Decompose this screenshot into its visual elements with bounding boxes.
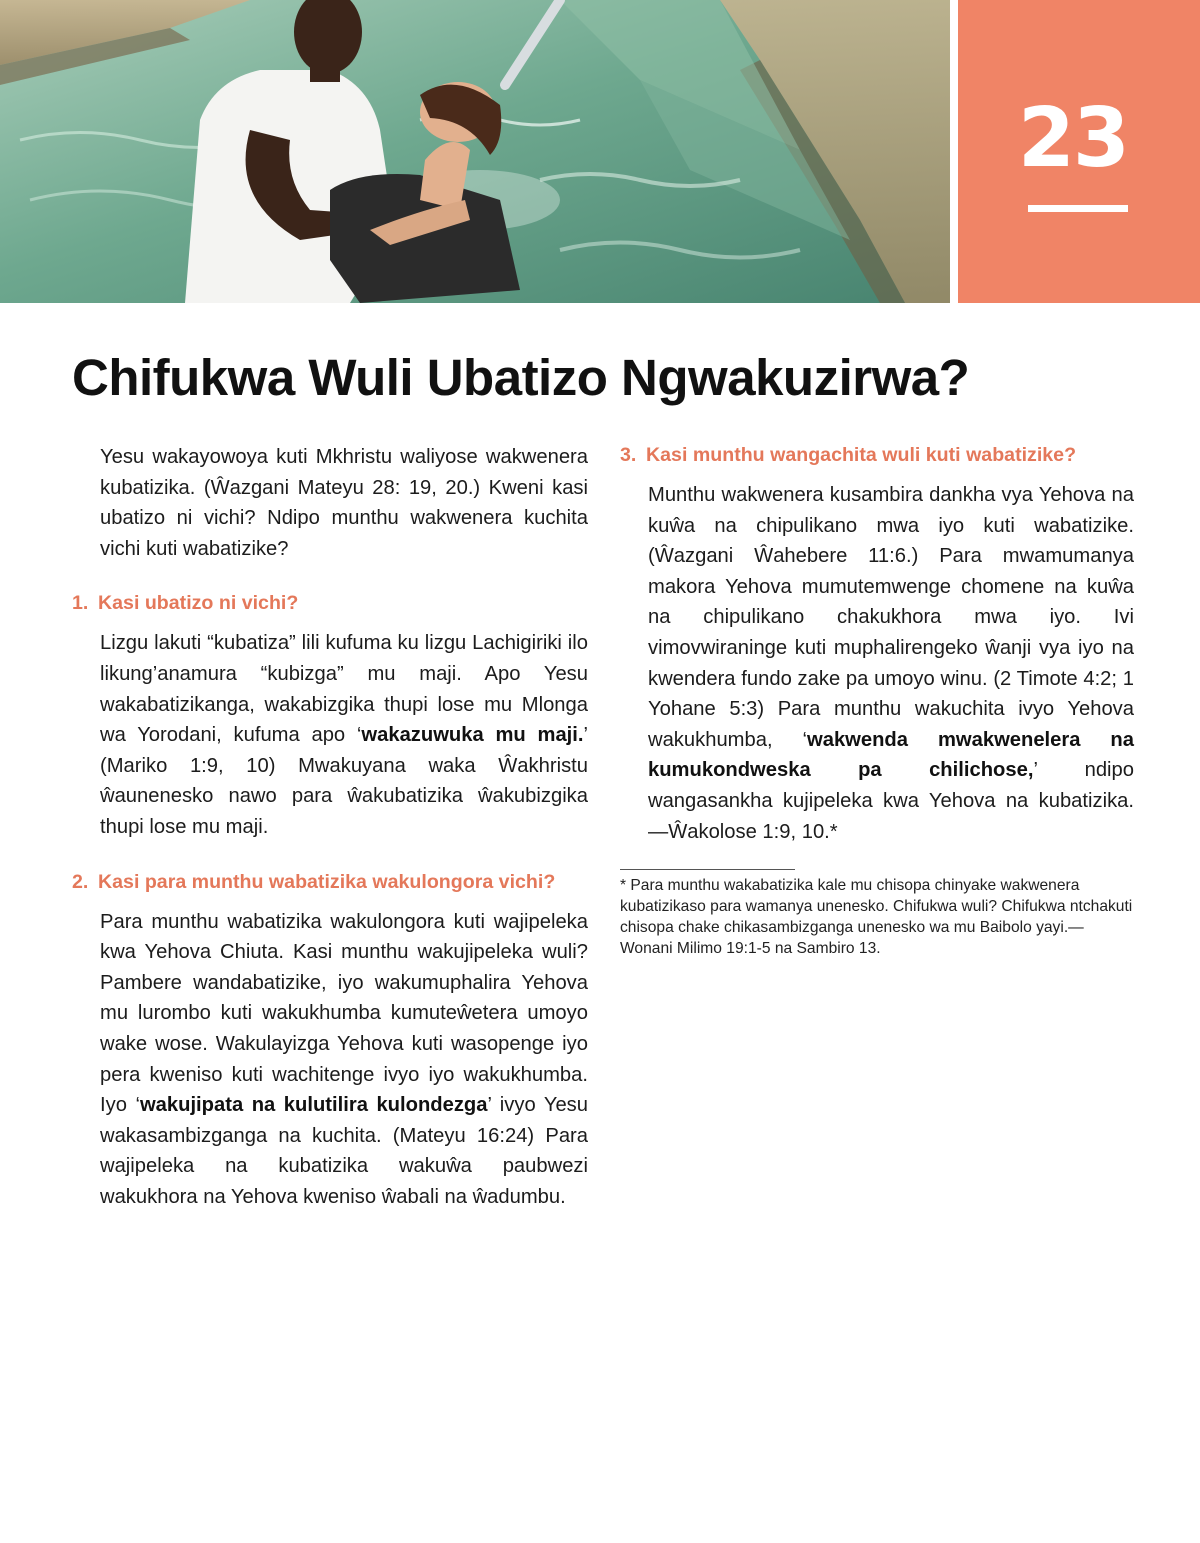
- question-3-number: 3.: [620, 444, 637, 466]
- answer-3-text: Munthu wakwenera kusambira dankha vya Yehova na kuŵa na chipulikano mwa iyo kuti wabatizike. (Ŵazgani Ŵahebere 11:6.) Para mwamumanya makora Yehova mumutemwenge chomene na kuŵa na chipulikano chakukhora mwa iyo. Ivi vimovwiraninge kuti muphalirengeko ŵanji vya iyo na kwendera fundo zake pa umoyo winu. (2 Timote 4:2; 1 Yohane 5:3) Para munthu wakuchita ivyo Yehova wakukhumba, ‘: [648, 484, 1134, 751]
- answer-1-bold: wakazuwuka mu maji.: [361, 724, 584, 747]
- question-2-text: Kasi para munthu wabatizika wakulongora vichi?: [98, 870, 556, 893]
- page-title: Chifukwa Wuli Ubatizo Ngwakuzirwa?: [72, 349, 970, 406]
- baptism-photo: [0, 0, 950, 303]
- answer-3-text-end: ’ ndipo wangasankha kujipeleka kwa Yehova na kubatizika. —Ŵakolose 1:9, 10.*: [648, 759, 1134, 843]
- footnote: * Para munthu wakabatizika kale mu chisopa chinyake wakwenera kubatizikaso para wamanya unenesko. Chifukwa wuli? Chifukwa ntchakuti chisopa chake chikasambizganga unenesko wa mu Baibolo yayi.—Wonani Milimo 19:1-5 na Sambiro 13.: [620, 877, 1133, 957]
- answer-2: [72, 907, 588, 1213]
- answer-1-text-end: ’ (Mariko 1:9, 10) Mwakuyana waka Ŵakhristu ŵaunenesko nawo para ŵakubatizika ŵakubizgika thupi lose mu maji.: [100, 724, 588, 838]
- question-2: [72, 869, 588, 895]
- answer-2-bold: wakujipata na kulutilira kulondezga: [139, 1094, 488, 1117]
- lesson-number-panel: [958, 0, 1200, 303]
- answer-1-text: Lizgu lakuti “kubatiza” lili kufuma ku lizgu Lachigiriki ilo likung’anamura “kubizga” mu maji. Apo Yesu wakabatizikanga, wakabizgika thupi lose mu Mlonga wa Yorodani, kufuma apo ‘: [100, 632, 588, 747]
- answer-3: [620, 480, 1134, 847]
- answer-2-text-end: ’ ivyo Yesu wakasambizganga na kuchita. (Mateyu 16:24) Para wajipeleka na kubatizika wakuŵa paubwezi wakukhora na Yehova kweniso ŵabali na ŵadumbu.: [100, 1094, 588, 1208]
- right-column: [620, 442, 1134, 959]
- answer-2-text: Para munthu wabatizika wakulongora kuti wajipeleka kwa Yehova Chiuta. Kasi munthu wakujipeleka wuli? Pambere wandabatizike, iyo wakumuphalira Yehova mu lurombo kuti wakukhumba kumuteŵetera umoyo wake wose. Wakulayizga Yehova kuti wasopenge iyo pera kweniso kuti wachitenge ivyo iyo wakukhumba. Iyo ‘: [100, 910, 588, 1117]
- lesson-number-underline: [1028, 205, 1128, 212]
- question-1-text: Kasi ubatizo ni vichi?: [98, 592, 299, 615]
- left-column: [72, 442, 588, 1212]
- lesson-number: 23: [1017, 91, 1128, 186]
- question-2-number: 2.: [72, 870, 89, 893]
- baptism-illustration: [0, 0, 950, 303]
- question-3-text: Kasi munthu wangachita wuli kuti wabatizike?: [646, 444, 1077, 466]
- question-1-number: 1.: [72, 592, 89, 615]
- question-1: [72, 590, 588, 616]
- footnote-divider: [620, 869, 795, 870]
- intro-paragraph: Yesu wakayowoya kuti Mkhristu waliyose wakwenera kubatizika. (Ŵazgani Mateyu 28: 19, 20.) Kweni kasi ubatizo ni vichi? Ndipo munthu wakwenera kuchita vichi kuti wabatizike?: [100, 446, 588, 560]
- question-3: [620, 442, 1134, 468]
- answer-3-bold: wakwenda mwakwenelera na kumukondweska pa chilichose,: [648, 728, 1134, 782]
- answer-1: [72, 628, 588, 842]
